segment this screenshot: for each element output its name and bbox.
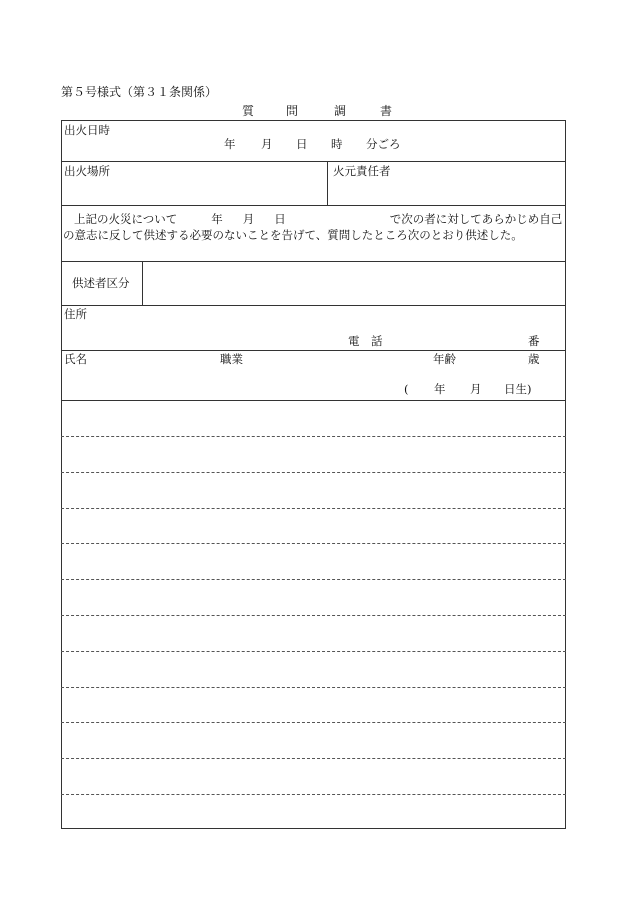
divider <box>61 400 566 401</box>
phone-label: 電 話 <box>348 334 383 348</box>
form-reference: 第５号様式（第３１条関係） <box>61 85 218 99</box>
birth-day-unit: 日生) <box>504 382 532 396</box>
title-char-4: 書 <box>380 104 393 118</box>
ruled-line <box>61 579 566 580</box>
birth-open-paren: ( <box>404 382 409 396</box>
occupation-label: 職業 <box>220 352 243 366</box>
fire-minute-unit: 分ごろ <box>366 137 401 151</box>
fire-month-unit: 月 <box>261 137 273 151</box>
divider <box>61 261 566 262</box>
birth-year-unit: 年 <box>434 382 446 396</box>
divider <box>61 161 566 162</box>
title-char-2: 問 <box>286 104 299 118</box>
phone-suffix: 番 <box>528 334 540 348</box>
ruled-line <box>61 651 566 652</box>
fire-year-unit: 年 <box>224 137 236 151</box>
fire-day-unit: 日 <box>296 137 308 151</box>
ruled-line <box>61 543 566 544</box>
statement-text <box>63 211 563 243</box>
divider <box>61 305 566 306</box>
fire-datetime-label: 出火日時 <box>64 123 110 137</box>
divider <box>327 161 328 205</box>
title-char-3: 調 <box>334 104 347 118</box>
testimony-category-label: 供述者区分 <box>72 276 130 290</box>
divider <box>142 261 143 305</box>
statement-part2: で次の者に対してあらかじ <box>389 212 528 226</box>
name-label: 氏名 <box>64 352 87 366</box>
ruled-line <box>61 436 566 437</box>
ruled-line <box>61 508 566 509</box>
title-char-1: 質 <box>242 104 255 118</box>
ruled-line <box>61 472 566 473</box>
birth-month-unit: 月 <box>470 382 482 396</box>
ruled-line <box>61 722 566 723</box>
ruled-line <box>61 758 566 759</box>
statement-month: 月 <box>242 212 255 226</box>
statement-year: 年 <box>211 212 223 226</box>
ruled-line <box>61 687 566 688</box>
fire-place-label: 出火場所 <box>64 164 110 178</box>
divider <box>61 205 566 206</box>
statement-part1: 上記の火災について <box>74 212 178 226</box>
fire-hour-unit: 時 <box>331 137 343 151</box>
age-label: 年齢 <box>433 352 456 366</box>
responsible-person-label: 火元責任者 <box>333 164 391 178</box>
statement-day: 日 <box>274 212 286 226</box>
ruled-line <box>61 794 566 795</box>
statement-part3: め自己の意志に反して供述する必要のないことを告げて、質問したところ次のとおり供述した。 <box>63 212 563 242</box>
address-label: 住所 <box>64 307 87 321</box>
ruled-line <box>61 615 566 616</box>
divider <box>61 350 566 351</box>
age-suffix: 歳 <box>528 352 540 366</box>
